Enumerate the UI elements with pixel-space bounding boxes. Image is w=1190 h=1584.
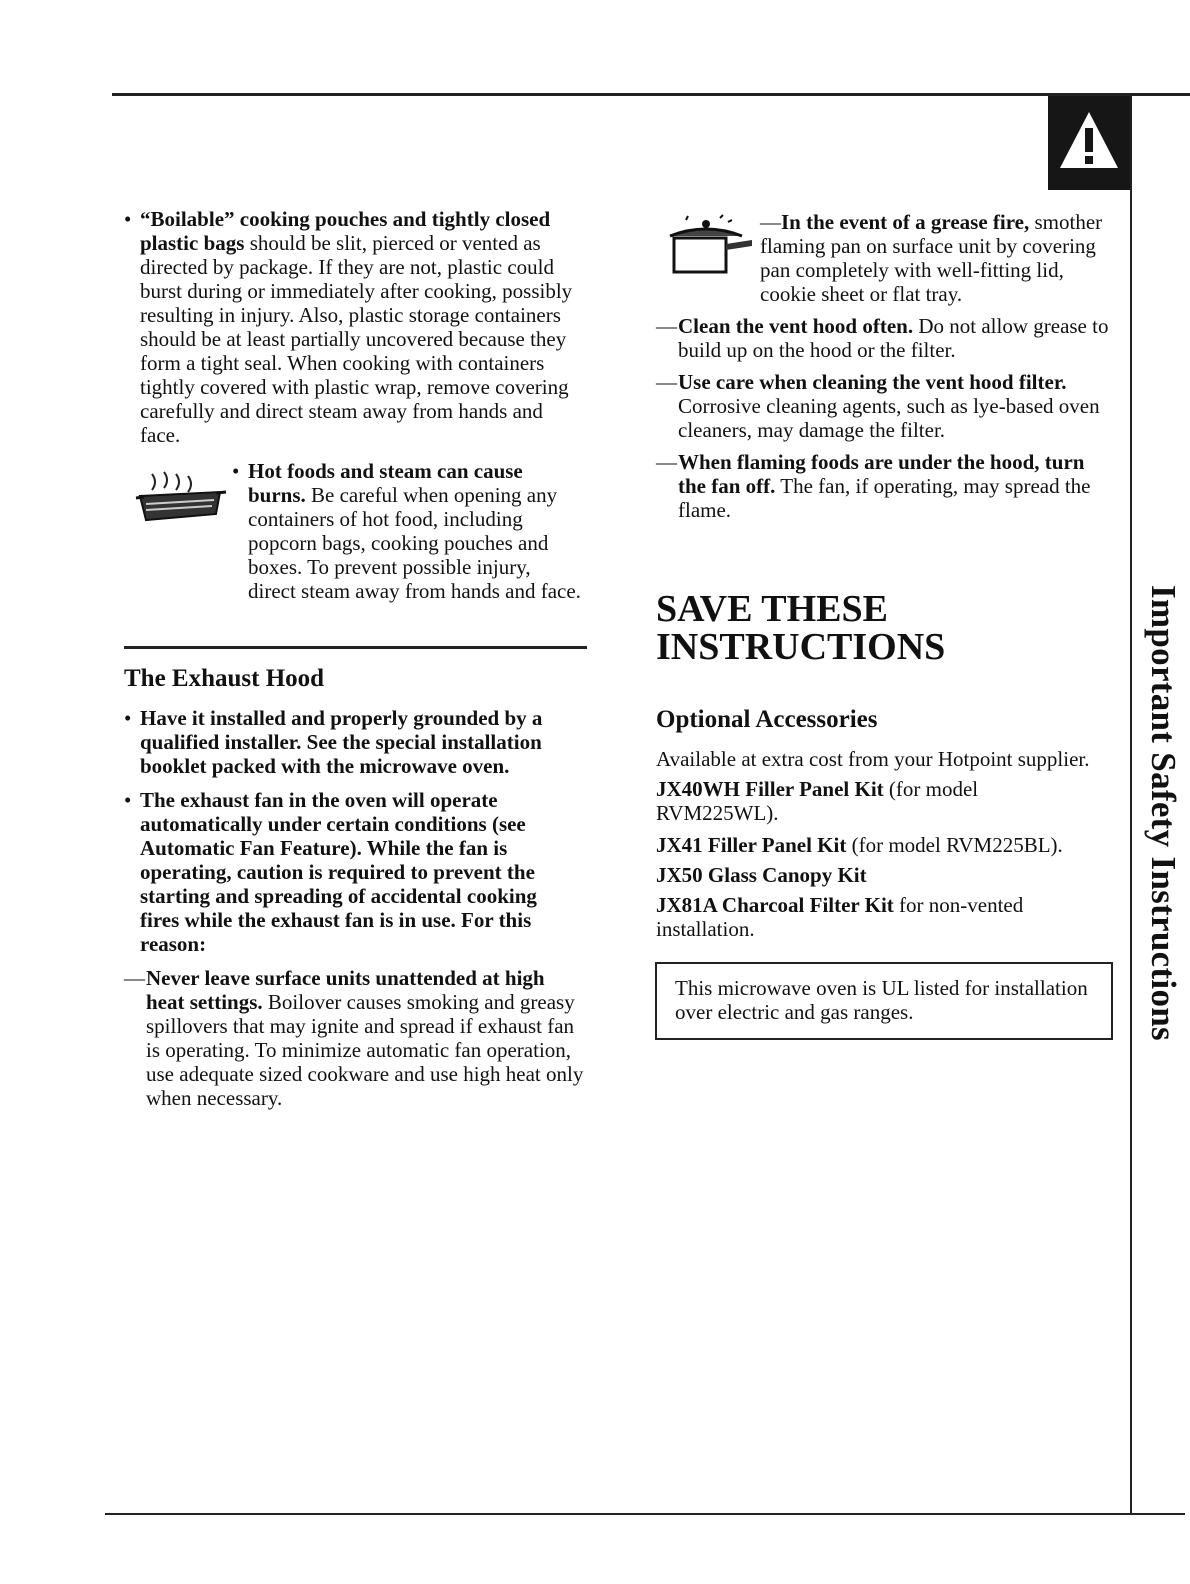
section-divider — [124, 646, 587, 649]
dash: — — [760, 210, 781, 234]
bullet: • — [124, 706, 132, 730]
accessory-desc: for non-vented installation. — [656, 893, 1024, 941]
side-tab-border — [1130, 96, 1132, 1515]
accessory-name: JX41 Filler Panel Kit — [656, 833, 847, 857]
dash: — — [656, 314, 677, 338]
accessories-heading: Optional Accessories — [656, 706, 878, 733]
accessory-name: JX50 Glass Canopy Kit — [656, 863, 867, 887]
accessory-desc: (for model RVM225WL). — [656, 777, 979, 825]
accessory-name: JX81A Charcoal Filter Kit — [656, 893, 894, 917]
ul-notice-text: This microwave oven is UL listed for installation over electric and gas ranges. — [675, 976, 1088, 1024]
steaming-dish-illustration — [132, 470, 228, 528]
bullet: • — [232, 459, 240, 483]
boilable-bold: “Boilable” cooking pouches and tightly closed plastic bags — [140, 207, 551, 255]
boilable-warning — [124, 207, 580, 447]
accessory-desc: (for model RVM225BL). — [846, 833, 1063, 857]
grease-fire-item — [656, 210, 1116, 306]
flaming-bold: When flaming foods are under the hood, turn the fan off. — [678, 450, 1085, 498]
save-heading-line2: INSTRUCTIONS — [656, 626, 946, 668]
bullet: • — [124, 207, 132, 231]
warning-exclamation-icon — [1058, 110, 1120, 172]
flaming-text: The fan, if operating, may spread the flame. — [678, 474, 1091, 522]
accessories-section — [656, 705, 1124, 941]
grease-fire-text: smother flaming pan on surface unit by covering pan completely with well-fitting lid, cookie sheet or flat tray. — [760, 210, 1103, 306]
save-instructions-section — [656, 590, 1116, 666]
installed-bold: Have it installed and properly grounded by a qualified installer. See the special installation booklet packed with the microwave oven. — [140, 706, 543, 778]
side-tab-title: Important Safety Instructions — [1144, 585, 1183, 1041]
never-leave-text: Boilover causes smoking and greasy spillovers that may ignite and spread if exhaust fan is operating. To minimize automatic fan operation, use adequate sized cookware and use high heat only when necessary. — [146, 990, 584, 1110]
hot-foods-bold: Hot foods and steam can cause burns. — [248, 459, 523, 507]
accessory-item — [656, 833, 1124, 857]
ul-listing-notice — [655, 962, 1113, 1040]
grease-fire-section — [656, 210, 1116, 522]
accessory-name: JX40WH Filler Panel Kit — [656, 777, 884, 801]
never-leave-bold: Never leave surface units unattended at high heat settings. — [146, 966, 545, 1014]
accessory-item — [656, 893, 1124, 941]
exhaust-fan-bold: The exhaust fan in the oven will operate automatically under certain conditions (see Automatic Fan Feature). While the fan is operating, caution is required to prevent the starting and spreading of accidental cooking fires while the exhaust fan is in use. For this reason: — [140, 788, 537, 956]
dash: — — [656, 370, 677, 394]
use-care-text: Corrosive cleaning agents, such as lye-based oven cleaners, may damage the filter. — [678, 394, 1100, 442]
exhaust-hood-section — [124, 664, 584, 1110]
grease-fire-bold: In the event of a grease fire, — [781, 210, 1030, 234]
dash: — — [656, 450, 677, 474]
clean-hood-bold: Clean the vent hood often. — [678, 314, 914, 338]
bullet: • — [124, 788, 132, 812]
hot-foods-text: Be careful when opening any containers of hot food, including popcorn bags, cooking pouches and boxes. To prevent possible injury, direct steam away from hands and face. — [248, 483, 581, 603]
hot-foods-warning — [232, 459, 582, 603]
exhaust-hood-heading: The Exhaust Hood — [124, 665, 325, 692]
warning-tab — [1048, 96, 1130, 190]
save-heading-line1: SAVE THESE — [656, 588, 889, 630]
use-care-bold: Use care when cleaning the vent hood filter. — [678, 370, 1067, 394]
dash: — — [124, 966, 145, 990]
boilable-text: should be slit, pierced or vented as directed by package. If they are not, plastic could burst during or immediately after cooking, possibly resulting in injury. Also, plastic storage containers should be at least partially uncovered because they form a tight seal. When cooking with containers tightly covered with plastic wrap, remove covering carefully and direct steam away from hands and face. — [140, 231, 573, 447]
bottom-rule — [105, 1513, 1185, 1515]
clean-hood-text: Do not allow grease to build up on the hood or the filter. — [678, 314, 1109, 362]
accessory-item — [656, 777, 1124, 825]
accessory-item — [656, 863, 1124, 887]
top-rule — [112, 93, 1190, 96]
available-note: Available at extra cost from your Hotpoint supplier. — [656, 747, 1090, 771]
